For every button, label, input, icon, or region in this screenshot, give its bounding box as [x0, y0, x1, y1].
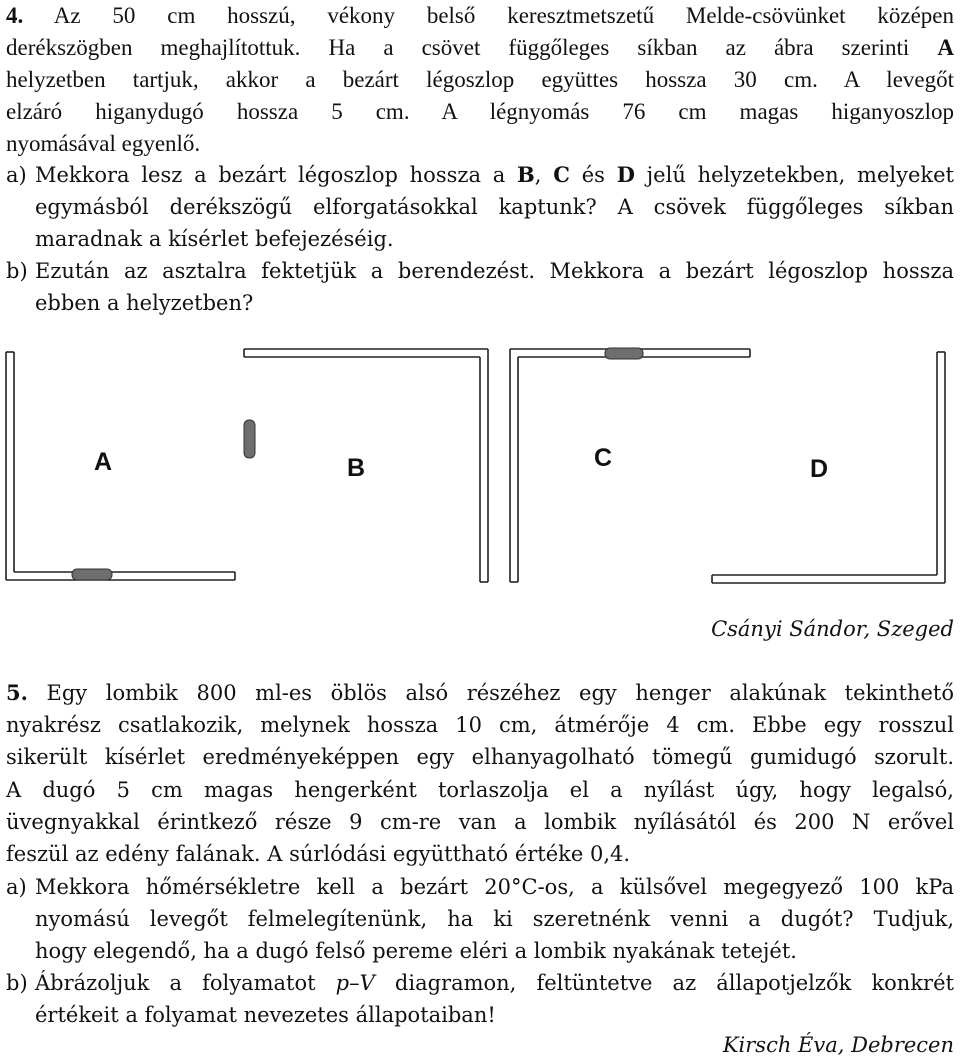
p4-a-line-3: maradnak a kísérlet befejezéséig.: [35, 227, 394, 251]
p5-line-5: üvegnyakkal érintkező része 9 cm-re van a lombik nyílásától és 200 N erővel: [6, 810, 954, 834]
p5-number: 5.: [6, 680, 28, 705]
tube-c: [510, 349, 750, 582]
figure-label-c: C: [594, 444, 613, 472]
p4-b-label: b): [6, 259, 28, 283]
figure-label-d: D: [810, 455, 829, 483]
p5-line-1: 5. Egy lombik 800 ml-es öblös alsó részéhez egy henger alakúnak tekinthető: [6, 680, 954, 705]
p5-line-4: A dugó 5 cm magas hengerként torlaszolja el a nyílást úgy, hogy legalsó,: [6, 778, 954, 802]
mercury-plug-c: [605, 348, 643, 359]
tube-a: [6, 352, 235, 580]
p5-line-3: sikerült kísérlet eredményeképpen egy elhanyagolható tömegű gumidugó szorult.: [6, 745, 954, 769]
mercury-plug-a: [72, 569, 112, 580]
figure-label-b: B: [347, 454, 366, 482]
p4-line-4: elzáró higanydugó hossza 5 cm. A légnyomás 76 cm magas higanyoszlop: [6, 99, 954, 124]
figure-label-a: A: [94, 448, 113, 476]
tube-d: [712, 352, 945, 583]
p5-b-label: b): [6, 971, 28, 995]
p4-line-1: 4. Az 50 cm hosszú, vékony belső keresztmetszetű Melde-csövünket középen: [6, 3, 954, 28]
p5-a-line-2: nyomású levegőt felmelegítenünk, ha ki szeretnénk venni a dugót? Tudjuk,: [35, 907, 954, 931]
p4-line-3: helyzetben tartjuk, akkor a bezárt légoszlop együttes hossza 30 cm. A levegőt: [6, 67, 954, 92]
p4-line-2: derékszögben meghajlítottuk. Ha a csövet függőleges síkban az ábra szerinti A: [6, 35, 954, 60]
p5-b-line-2: értékeit a folyamat nevezetes állapotaiban!: [35, 1003, 496, 1027]
p4-a-line-2: egymásból derékszögű elforgatásokkal kaptunk? A csövek függőleges síkban: [35, 195, 954, 219]
tube-b: [244, 349, 488, 582]
p5-author: Kirsch Éva, Debrecen: [722, 1033, 954, 1057]
p4-b-line-1: Ezután az asztalra fektetjük a berendezést. Mekkora a bezárt légoszlop hossza: [35, 259, 954, 283]
mercury-plug-b: [244, 420, 255, 458]
p4-number: 4.: [6, 3, 24, 28]
p4-a-line-1: Mekkora lesz a bezárt légoszlop hossza a B, C és D jelű helyzetekben, melyeket: [35, 162, 954, 187]
p4-author: Csányi Sándor, Szeged: [711, 617, 954, 641]
p5-b-line-1: Ábrázoljuk a folyamatot p–V diagramon, feltüntetve az állapotjelzők konkrét: [35, 971, 954, 995]
p5-line-2: nyakrész csatlakozik, melynek hossza 10 cm, átmérője 4 cm. Ebbe egy rosszul: [6, 713, 954, 737]
p4-b-line-2: ebben a helyzetben?: [35, 291, 254, 315]
p5-a-line-3: hogy elegendő, ha a dugó felső pereme eléri a lombik nyakának tetejét.: [35, 939, 797, 963]
p4-a-label: a): [6, 163, 27, 187]
p5-line-6: feszül az edény falának. A súrlódási együttható értéke 0,4.: [6, 842, 631, 866]
p5-a-label: a): [6, 875, 27, 899]
p4-line-5: nyomásával egyenlő.: [6, 131, 201, 156]
p5-a-line-1: Mekkora hőmérsékletre kell a bezárt 20°C-os, a külsővel megegyező 100 kPa: [35, 875, 954, 899]
